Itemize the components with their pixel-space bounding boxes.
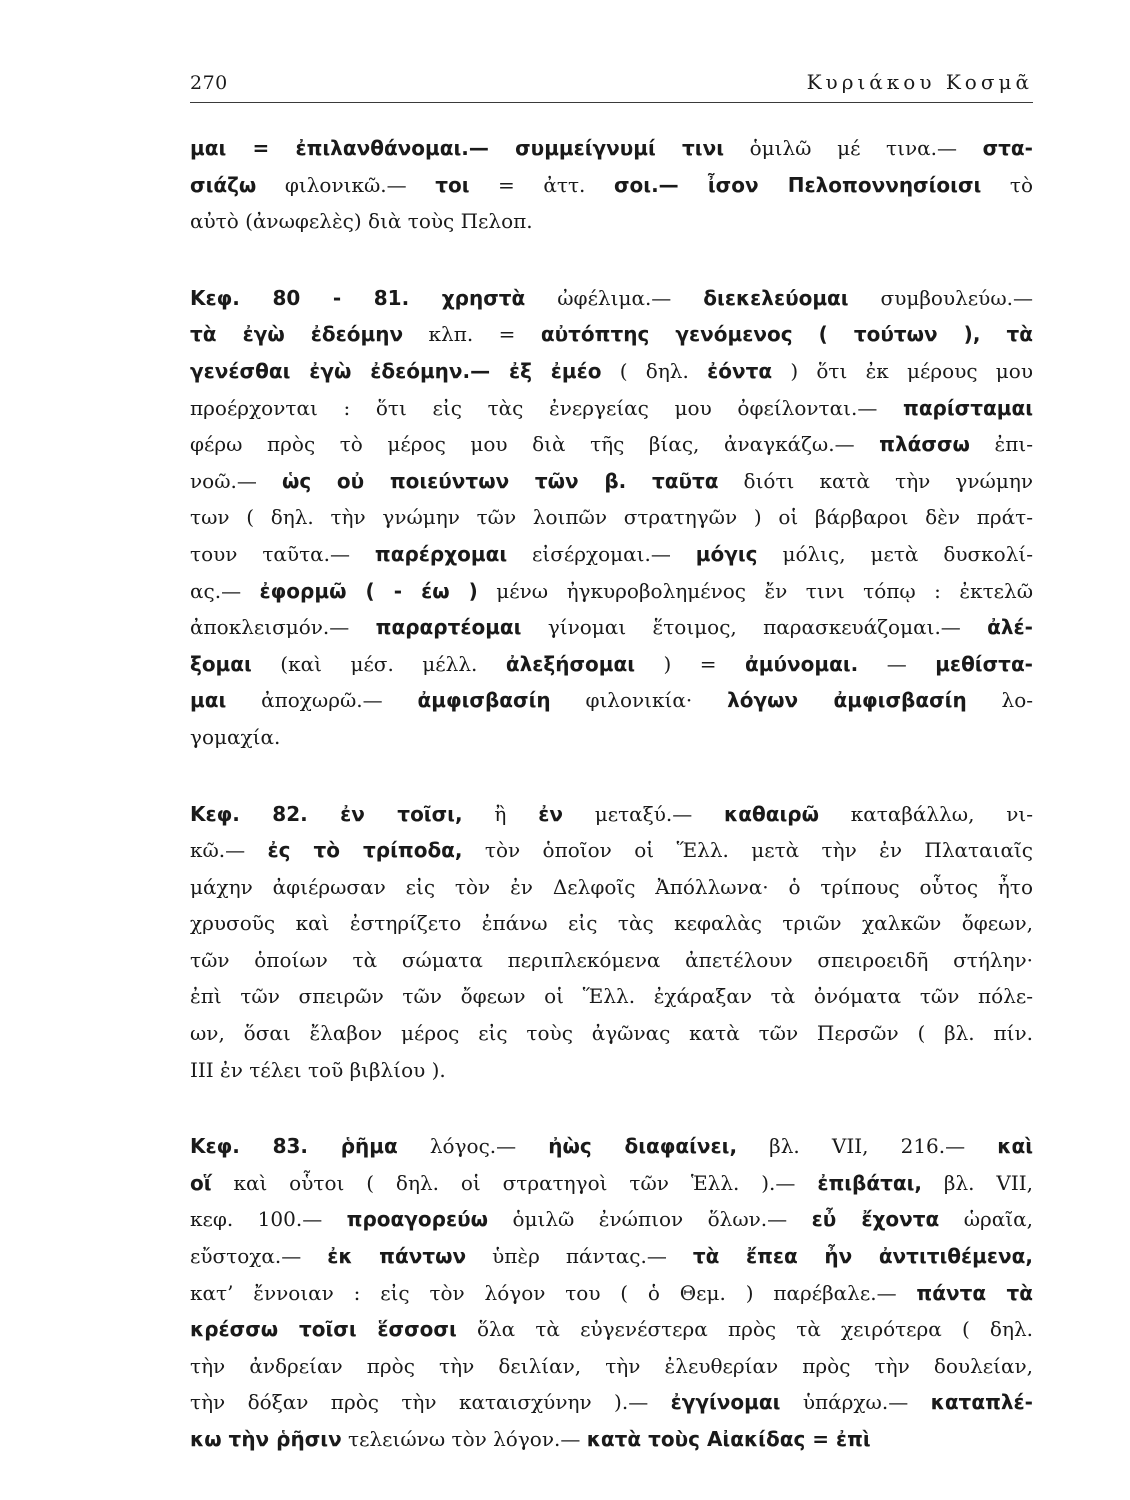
paragraph: [190, 130, 1033, 240]
headword: μαι = ἐπιλανθάνομαι.— συμμείγνυμί τινι: [190, 136, 724, 160]
text-line: ξομαι (καὶ μέσ. μέλλ. ἀλεξήσομαι ) = ἀμύνομαι. — μεθίστα-: [190, 651, 1033, 676]
paragraph-gap: [190, 756, 1033, 796]
headword: μόγις: [695, 541, 758, 566]
paragraph-gap: [190, 240, 1033, 280]
headword: ἐς τὸ τρίποδα,: [267, 838, 463, 863]
headword: ὡς οὐ ποιεύντων τῶν β. ταῦτα: [281, 468, 719, 493]
headword: τὰ ἔπεα ἦν ἀντιτιθέμενα,: [692, 1244, 1033, 1269]
text-line: νοῶ.— ὡς οὐ ποιεύντων τῶν β. ταῦτα διότι κατὰ τὴν γνώμην: [190, 468, 1033, 493]
text-line: μάχην ἀφιέρωσαν εἰς τὸν ἐν Δελφοῖς Ἀπόλλωνα· ὁ τρίπους οὗτος ἦτο: [190, 874, 1033, 899]
text-line: αὐτὸ (ἀνωφελὲς) διὰ τοὺς Πελοπ.: [190, 209, 533, 234]
paragraph: [190, 280, 1033, 756]
headword: καταπλέ-: [930, 1390, 1033, 1415]
paragraph: [190, 1128, 1033, 1457]
paragraph-gap: [190, 1088, 1033, 1128]
text-line: προέρχονται : ὅτι εἰς τὰς ἐνεργείας μου ὀφείλονται.— παρίσταμαι: [190, 395, 1033, 420]
text-line: ἀποκλεισμόν.— παραρτέομαι γίνομαι ἕτοιμος, παρασκευάζομαι.— ἀλέ-: [190, 615, 1033, 640]
headword: τοι: [435, 172, 470, 197]
text-line: τουν ταῦτα.— παρέρχομαι εἰσέρχομαι.— μόγις μόλις, μετὰ δυσκολί-: [190, 541, 1033, 566]
text-line: κω τὴν ῥῆσιν τελειώνω τὸν λόγον.— κατὰ τοὺς Αἰακίδας = ἐπὶ: [190, 1427, 871, 1451]
headword: πλάσσω: [879, 432, 970, 457]
headword: ἀμφισβασίη: [417, 688, 551, 713]
text-line: κῶ.— ἐς τὸ τρίποδα, τὸν ὁποῖον οἱ Ἕλλ. μετὰ τὴν ἐν Πλαταιαῖς: [190, 838, 1033, 863]
text-line: τῶν ὁποίων τὰ σώματα περιπλεκόμενα ἀπετέλουν σπειροειδῆ στήλην·: [190, 947, 1033, 972]
text-line: κρέσσω τοῖσι ἕσσοσι ὅλα τὰ εὐγενέστερα πρὸς τὰ χειρότερα ( δηλ.: [190, 1317, 1033, 1342]
headword: μαι: [190, 688, 227, 713]
headword: ἐν: [538, 801, 563, 826]
text-line: ων, ὅσαι ἔλαβον μέρος εἰς τοὺς ἀγῶνας κατὰ τῶν Περσῶν ( βλ. πίν.: [190, 1021, 1033, 1046]
headword: ἀμύνομαι.: [745, 651, 859, 676]
headword: Κεφ. 83. ῥῆμα: [190, 1134, 398, 1159]
headword: ἐπιβάται,: [817, 1170, 923, 1195]
headword: ξομαι: [190, 651, 252, 676]
text-line: τὴν ἀνδρείαν πρὸς τὴν δειλίαν, τὴν ἐλευθερίαν πρὸς τὴν δουλείαν,: [190, 1353, 1033, 1378]
headword: τὰ ἐγὼ ἐδεόμην: [190, 322, 404, 347]
commentary-text: [190, 130, 1033, 1458]
text-line: ἐπὶ τῶν σπειρῶν τῶν ὄφεων οἱ Ἕλλ. ἐχάραξαν τὰ ὀνόματα τῶν πόλε-: [190, 984, 1033, 1009]
text-line: Κεφ. 83. ῥῆμα λόγος.— ἠὼς διαφαίνει, βλ. VII, 216.— καὶ: [190, 1134, 1033, 1159]
headword: ἐγγίνομαι: [670, 1390, 781, 1415]
text-line: Κεφ. 82. ἐν τοῖσι, ἢ ἐν μεταξύ.— καθαιρῶ καταβάλλω, νι-: [190, 801, 1033, 826]
text-line: φέρω πρὸς τὸ μέρος μου διὰ τῆς βίας, ἀναγκάζω.— πλάσσω ἐπι-: [190, 432, 1033, 457]
headword: ἠὼς διαφαίνει,: [548, 1134, 738, 1159]
running-head: [190, 68, 1033, 103]
text-line: οἵ καὶ οὗτοι ( δηλ. οἱ στρατηγοὶ τῶν Ἑλλ. ).— ἐπιβάται, βλ. VII,: [190, 1170, 1033, 1195]
headword: σιάζω: [190, 172, 257, 197]
headword: αὐτόπτης γενόμενος ( τούτων ), τὰ: [540, 322, 1033, 347]
text-line: γενέσθαι ἐγὼ ἐδεόμην.— ἐξ ἐμέο ( δηλ. ἐόντα ) ὅτι ἐκ μέρους μου: [190, 358, 1033, 383]
headword: ἐφορμῶ ( - έω ): [259, 578, 478, 603]
headword: πάντα τὰ: [916, 1280, 1033, 1305]
headword: διεκελεύομαι: [703, 285, 849, 310]
headword: ἐκ πάντων: [327, 1244, 467, 1269]
headword: Κεφ. 80 - 81. χρηστὰ: [190, 285, 526, 310]
text-line: γομαχία.: [190, 724, 281, 749]
headword: κατὰ τοὺς Αἰακίδας = ἐπὶ: [586, 1427, 871, 1451]
text-line: κεφ. 100.— προαγορεύω ὁμιλῶ ἐνώπιον ὅλων.— εὖ ἔχοντα ὡραῖα,: [190, 1207, 1033, 1232]
headword: ἀλέ-: [987, 615, 1033, 640]
text-line: μαι ἀποχωρῶ.— ἀμφισβασίη φιλονικία· λόγων ἀμφισβασίη λο-: [190, 688, 1033, 713]
headword: στα-: [982, 136, 1033, 160]
text-line: τὰ ἐγὼ ἐδεόμην κλπ. = αὐτόπτης γενόμενος ( τούτων ), τὰ: [190, 322, 1033, 347]
headword: ἐόντα: [707, 358, 773, 383]
headword: μεθίστα-: [935, 651, 1033, 676]
headword: Κεφ. 82. ἐν τοῖσι,: [190, 801, 463, 826]
headword: παρέρχομαι: [374, 541, 508, 566]
text-line: κατ’ ἔννοιαν : εἰς τὸν λόγον του ( ὁ Θεμ. ) παρέβαλε.— πάντα τὰ: [190, 1280, 1033, 1305]
headword: καὶ: [997, 1134, 1033, 1159]
headword: λόγων ἀμφισβασίη: [727, 688, 967, 713]
text-line: των ( δηλ. τὴν γνώμην τῶν λοιπῶν στρατηγῶν ) οἱ βάρβαροι δὲν πράτ-: [190, 505, 1033, 530]
headword: προαγορεύω: [346, 1207, 488, 1232]
headword: κω τὴν ῥῆσιν: [190, 1427, 342, 1451]
text-line: μαι = ἐπιλανθάνομαι.— συμμείγνυμί τινι ὁμιλῶ μέ τινα.— στα-: [190, 136, 1033, 160]
text-line: εὔστοχα.— ἐκ πάντων ὑπὲρ πάντας.— τὰ ἔπεα ἦν ἀντιτιθέμενα,: [190, 1244, 1033, 1269]
headword: παρίσταμαι: [903, 395, 1033, 420]
headword: γενέσθαι ἐγὼ ἐδεόμην.— ἐξ ἐμέο: [190, 358, 602, 383]
paragraph: [190, 796, 1033, 1089]
text-line: τὴν δόξαν πρὸς τὴν καταισχύνην ).— ἐγγίνομαι ὑπάρχω.— καταπλέ-: [190, 1390, 1033, 1415]
headword: καθαιρῶ: [724, 801, 819, 826]
text-line: III ἐν τέλει τοῦ βιβλίου ).: [190, 1057, 446, 1082]
page-number: 270: [190, 72, 228, 94]
headword: παραρτέομαι: [375, 615, 522, 640]
running-title: Κυριάκου Κοσμᾶ: [806, 70, 1033, 94]
headword: εὖ ἔχοντα: [811, 1207, 940, 1232]
text-line: Κεφ. 80 - 81. χρηστὰ ὠφέλιμα.— διεκελεύομαι συμβουλεύω.—: [190, 285, 1033, 310]
headword: κρέσσω τοῖσι ἕσσοσι: [190, 1317, 457, 1342]
text-line: σιάζω φιλονικῶ.— τοι = ἀττ. σοι.— ἶσον Πελοποννησίοισι τὸ: [190, 172, 1033, 197]
text-line: ας.— ἐφορμῶ ( - έω ) μένω ἠγκυροβολημένος ἔν τινι τόπῳ : ἐκτελῶ: [190, 578, 1033, 603]
headword: οἵ: [190, 1170, 212, 1195]
headword: σοι.— ἶσον Πελοποννησίοισι: [613, 172, 982, 197]
text-line: χρυσοῦς καὶ ἐστηρίζετο ἐπάνω εἰς τὰς κεφαλὰς τριῶν χαλκῶν ὄφεων,: [190, 911, 1033, 936]
headword: ἀλεξήσομαι: [505, 651, 636, 676]
